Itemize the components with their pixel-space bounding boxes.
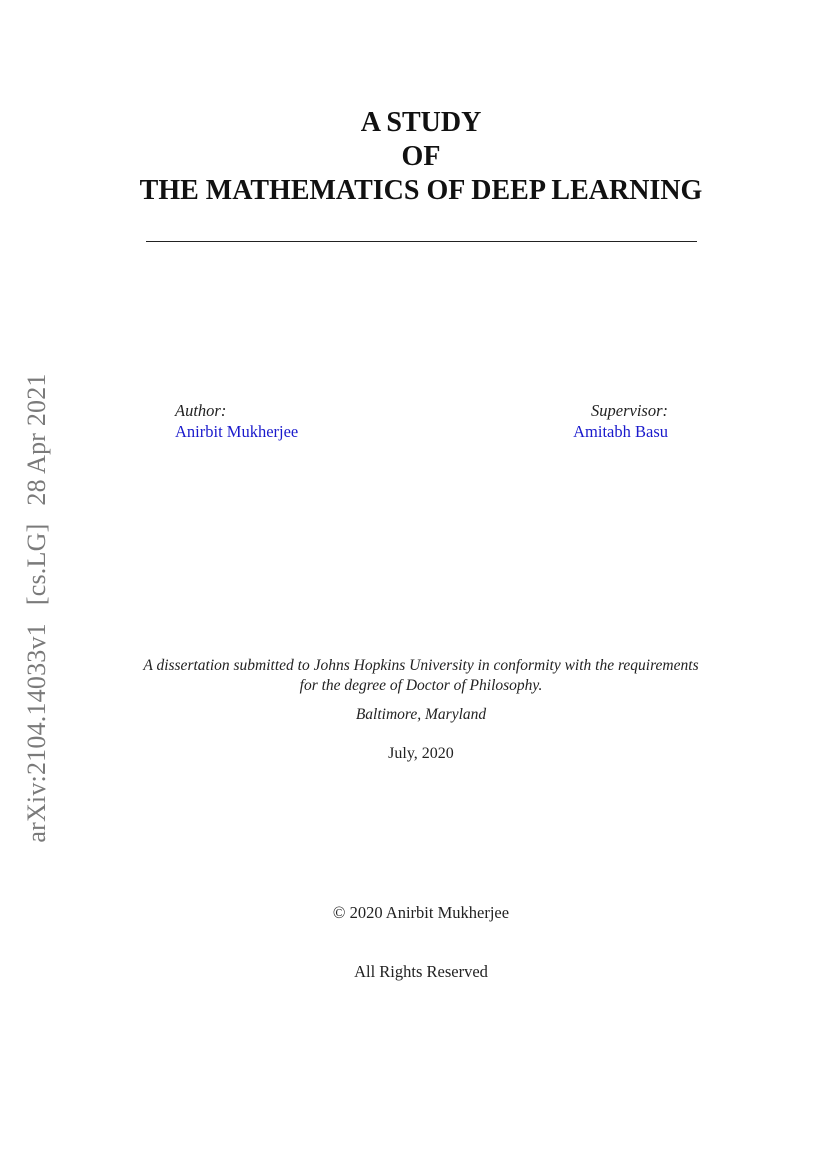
title-line-1: A STUDY (360, 107, 482, 138)
dissertation-line-1: A dissertation submitted to Johns Hopkins University in conformity with the requirements (143, 657, 699, 674)
arxiv-date: 28 Apr 2021 (22, 373, 51, 506)
author-label: Author: (175, 401, 227, 420)
dissertation-statement (0, 656, 828, 696)
arxiv-id: arXiv:2104.14033v1 (22, 623, 51, 843)
rights-notice: All Rights Reserved (354, 962, 488, 981)
place: Baltimore, Maryland (355, 706, 487, 723)
supervisor-block (573, 400, 668, 442)
dissertation-line-2: for the degree of Doctor of Philosophy. (299, 677, 543, 694)
supervisor-name-link[interactable]: Amitabh Basu (573, 422, 668, 441)
thesis-title (0, 106, 828, 208)
arxiv-category: [cs.LG] (22, 523, 51, 606)
title-divider (146, 241, 697, 242)
copyright-notice: © 2020 Anirbit Mukherjee (332, 903, 510, 922)
supervisor-label: Supervisor: (591, 401, 668, 420)
author-block (175, 400, 298, 442)
title-line-3: THE MATHEMATICS OF DEEP LEARNING (139, 175, 703, 206)
author-name-link[interactable]: Anirbit Mukherjee (175, 422, 299, 441)
arxiv-stamp (22, 373, 52, 842)
submission-date: July, 2020 (388, 745, 454, 762)
title-line-2: OF (401, 141, 441, 172)
